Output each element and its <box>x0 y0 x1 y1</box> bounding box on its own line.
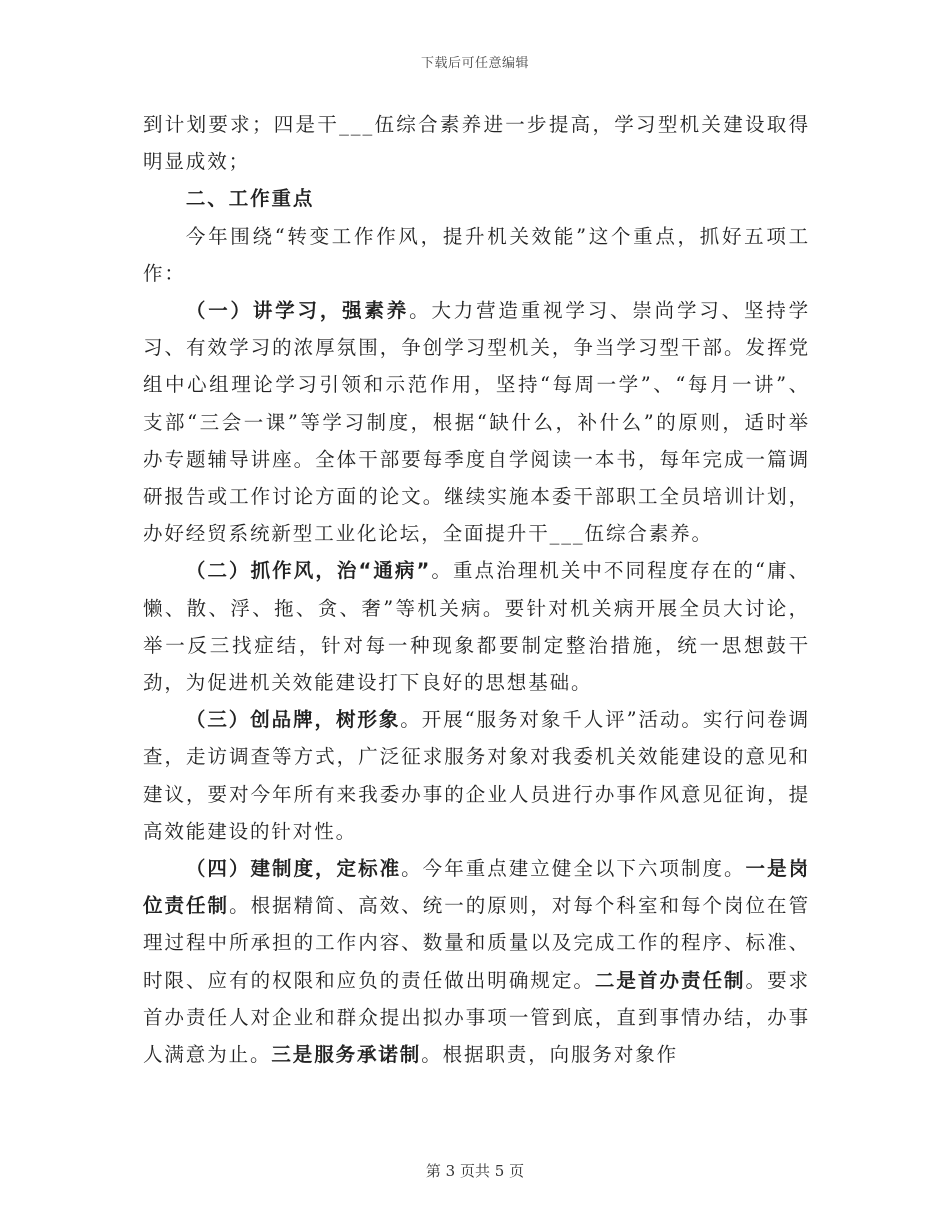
item-4-sub-2-title: 二是首办责任制 <box>594 968 746 992</box>
item-3-body: 。开展“服务对象千人评”活动。实行问卷调查，走访调查等方式，广泛征求服务对象对我委机关效能建设的意见和建议，要对今年所有来我委办事的企业人员进行办事作风意见征询，提高效能建设的针对性。 <box>143 708 810 843</box>
item-4-sub-2-body: 。要求首办责任人对企业和群众提出拟办事项一管到底，直到事情办结，办事人满意为止。 <box>143 968 810 1067</box>
page-header: 下载后可任意编辑 <box>420 56 529 71</box>
item-4-sub-1-title: 一是岗位责任制 <box>143 857 810 918</box>
paragraph-item-3 <box>143 701 810 850</box>
paragraph-intro: 今年围绕“转变工作作风，提升机关效能”这个重点，抓好五项工作： <box>143 224 810 285</box>
item-4-sub-3-title: 三是服务承诺制 <box>271 1043 422 1067</box>
item-1-body: 。大力营造重视学习、崇尚学习、坚持学习、有效学习的浓厚氛围，争创学习型机关，争当学习型干部。发挥党组中心组理论学习引领和示范作用，坚持“每周一学”、“每月一讲”、支部“三会一课”等学习制度，根据“缺什么，补什么”的原则，适时举办专题辅导讲座。全体干部要每季度自学阅读一本书，每年完成一篇调研报告或工作讨论方面的论文。继续实施本委干部职工全员培训计划，办好经贸系统新型工业化论坛，全面提升干___伍综合素养。 <box>143 299 810 546</box>
item-4-sub-3-body: 。根据职责，向服务对象作 <box>421 1043 679 1067</box>
item-4-body: 。今年重点建立健全以下六项制度。 <box>401 857 746 881</box>
item-1-title: （一）讲学习，强素养 <box>185 299 410 323</box>
page-footer: 第 3 页共 5 页 <box>425 1162 525 1180</box>
item-3-title: （三）创品牌，树形象 <box>185 708 401 732</box>
item-2-body: 。重点治理机关中不同程度存在的“庸、懒、散、浮、拖、贪、奢”等机关病。要针对机关病开展全员大讨论，举一反三找症结，针对每一种现象都要制定整治措施，统一思想鼓干劲，为促进机关效能建设打下良好的思想基础。 <box>143 559 811 695</box>
paragraph-item-4 <box>143 850 810 1073</box>
paragraph-continuation: 到计划要求；四是干___伍综合素养进一步提高，学习型机关建设取得明显成效； <box>143 113 810 174</box>
paragraph-item-2 <box>143 552 810 701</box>
item-2-title: （二）抓作风，治“通病” <box>185 559 432 583</box>
document-body <box>143 106 810 1073</box>
paragraph-item-1 <box>143 292 810 552</box>
section-heading: 二、工作重点 <box>185 187 315 211</box>
item-4-title: （四）建制度，定标准 <box>185 857 402 881</box>
item-4-sub-1-body: 。根据精简、高效、统一的原则，对每个科室和每个岗位在管理过程中所承担的工作内容、数量和质量以及完成工作的程序、标准、时限、应有的权限和应负的责任做出明确规定。 <box>143 894 810 992</box>
